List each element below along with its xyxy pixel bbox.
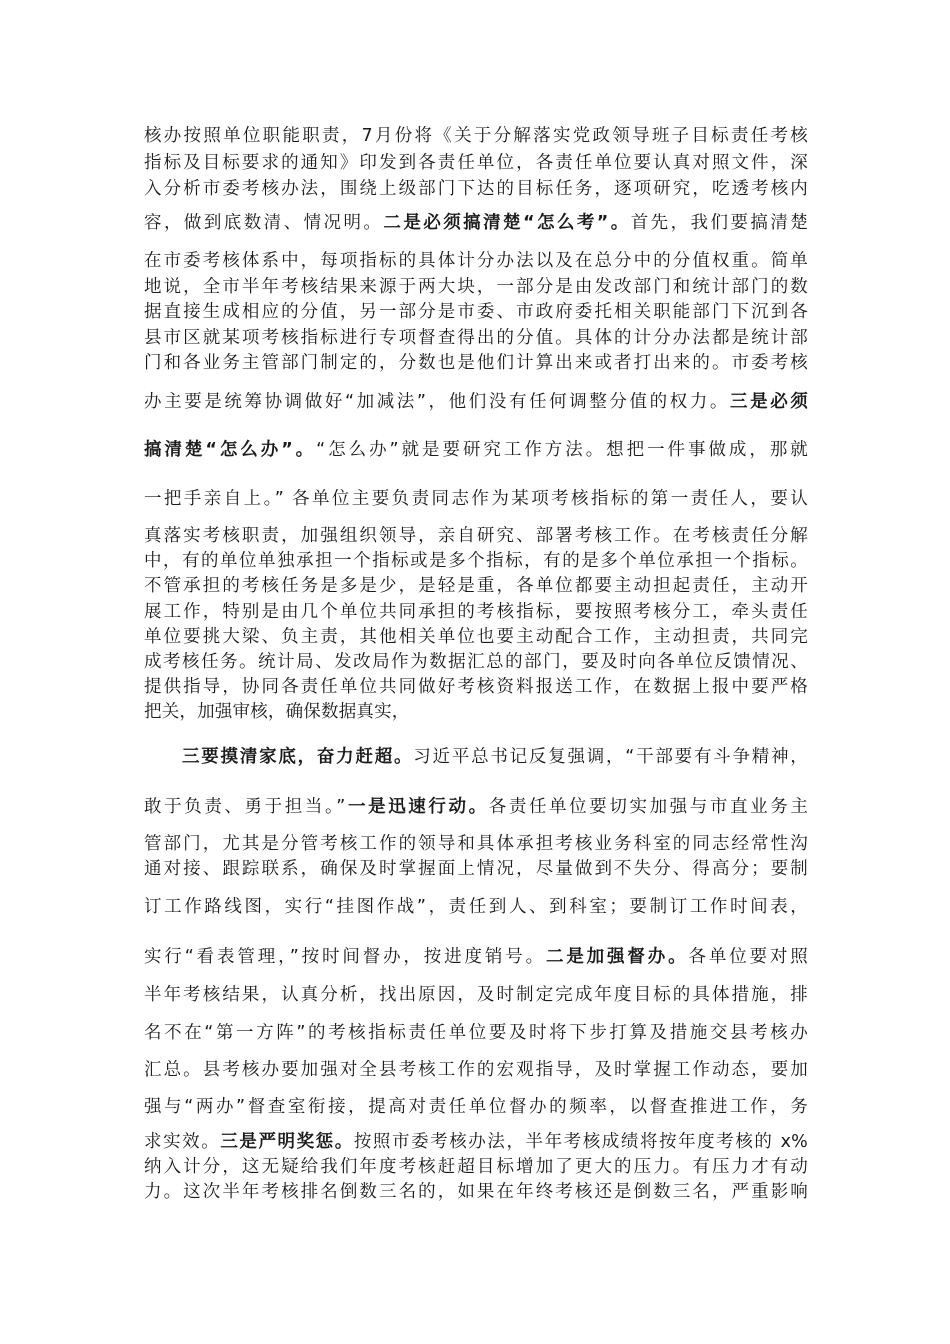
- bold-text-run: 三是严明奖惩。: [220, 1132, 354, 1152]
- text-run: 单位要挑大梁、负主责，其他相关单位也要主动配合工作，主动担责，共同完: [144, 627, 808, 647]
- text-run: 各单位要对照: [688, 947, 808, 967]
- text-line: [144, 524, 808, 548]
- text-run: 地说，全市半年考核结果来源于两大块，一部分是由发改部门和统计部门的数: [144, 277, 808, 297]
- text-run: 展工作，特别是由几个单位共同承担的考核指标，要按照考核分工，牵头责任: [144, 602, 808, 622]
- text-run: 名不在“第一方阵”的考核指标责任单位要及时将下步打算及措施交县考核办: [144, 1023, 808, 1043]
- text-run: 门和各业务主管部门制定的，分数也是他们计算出来或者打出来的。市委考核: [144, 353, 808, 373]
- text-run: 不管承担的考核任务是多是少，是轻是重，各单位都要主动担起责任，主动开: [144, 576, 808, 596]
- bold-text-run: 一是迅速行动。: [345, 797, 489, 817]
- text-line: [144, 549, 808, 573]
- text-line: [144, 983, 808, 1007]
- text-run: 据直接生成相应的分值，另一部分是市委、市政府委托相关职能部门下沉到各: [144, 302, 808, 322]
- text-line: [144, 275, 808, 299]
- text-run: 把关，加强审核，确保数据真实，: [144, 702, 410, 722]
- text-run: 力。这次半年考核排名倒数三名的，如果在年终考核还是倒数三名，严重影响: [144, 1182, 808, 1202]
- text-line: [144, 487, 808, 511]
- text-run: “怎么办”就是要研究工作方法。想把一件事做成，那就: [316, 440, 808, 460]
- bold-text-run: 搞清楚“怎么办”。: [144, 440, 317, 460]
- text-line: [144, 1130, 808, 1154]
- text-line: [144, 945, 808, 969]
- text-line: [144, 1058, 808, 1082]
- bold-text-run: 三要摸清家底，奋力赶超。: [182, 747, 414, 767]
- text-run: 提供指导，协同各责任单位共同做好考核资料报送工作，在数据上报中要严格: [144, 677, 808, 697]
- text-line: [144, 1155, 808, 1179]
- text-line: [144, 574, 808, 598]
- text-run: 各责任单位要切实加强与市直业务主: [488, 797, 808, 817]
- text-run: 核办按照单位职能职责，7月份将《关于分解落实党政领导班子目标责任考核: [144, 126, 808, 146]
- text-line: [144, 600, 808, 624]
- text-run: 一把手亲自上。” 各单位主要负责同志作为某项考核指标的第一责任人，要认: [144, 489, 808, 509]
- text-line: [144, 249, 808, 273]
- bold-text-run: 二是加强督办。: [545, 947, 689, 967]
- text-line: [144, 177, 808, 201]
- text-run: 按照市委考核办法，半年考核成绩将按年度考核的 x%: [353, 1132, 808, 1152]
- text-line: [144, 1180, 808, 1204]
- text-run: 入分析市委考核办法，围绕上级部门下达的目标任务，逐项研究，吃透考核内: [144, 179, 808, 199]
- text-run: 汇总。县考核办要加强对全县考核工作的宏观指导，及时掌握工作动态，要加: [144, 1060, 808, 1080]
- text-line: [182, 745, 808, 769]
- text-line: [144, 124, 808, 148]
- text-run: 指标及目标要求的通知》印发到各责任单位，各责任单位要认真对照文件，深: [144, 153, 808, 173]
- text-line: [144, 1021, 808, 1045]
- bold-text-run: 二是必须搞清楚“怎么考”。: [383, 213, 631, 233]
- text-line: [144, 438, 808, 462]
- text-line: [144, 326, 808, 350]
- text-run: 订工作路线图，实行“挂图作战”，责任到人、到科室；要制订工作时间表，: [144, 897, 808, 917]
- text-line: [144, 675, 808, 699]
- text-line: [144, 300, 808, 324]
- text-line: [144, 211, 808, 235]
- text-line: [144, 895, 808, 919]
- text-line: [144, 351, 808, 375]
- text-run: 纳入计分，这无疑给我们年度考核赶超目标增加了更大的压力。有压力才有动: [144, 1157, 808, 1177]
- text-line: [144, 795, 808, 819]
- text-run: 习近平总书记反复强调，“干部要有斗争精神，: [413, 747, 808, 767]
- text-line: [144, 390, 808, 414]
- text-run: 办主要是统筹协调做好“加减法”，他们没有任何调整分值的权力。: [144, 392, 730, 412]
- text-line: [144, 625, 808, 649]
- text-run: 在市委考核体系中，每项指标的具体计分办法以及在总分中的分值权重。简单: [144, 251, 808, 271]
- text-run: 真落实考核职责，加强组织领导，亲自研究、部署考核工作。在考核责任分解: [144, 526, 808, 546]
- text-run: 成考核任务。统计局、发改局作为数据汇总的部门，要及时向各单位反馈情况、: [144, 652, 808, 672]
- text-run: 敢于负责、勇于担当。”: [144, 797, 346, 817]
- bold-text-run: 三是必须: [730, 392, 808, 412]
- text-run: 中，有的单位单独承担一个指标或是多个指标，有的是多个单位承担一个指标。: [144, 551, 808, 571]
- text-run: 首先，我们要搞清楚: [630, 213, 808, 233]
- text-run: 求实效。: [144, 1132, 221, 1152]
- text-run: 通对接、跟踪联系，确保及时掌握面上情况，尽量做到不失分、得高分；要制: [144, 859, 808, 879]
- text-run: 实行“看表管理，”按时间督办，按进度销号。: [144, 947, 546, 967]
- text-line: [144, 151, 808, 175]
- text-run: 半年考核结果，认真分析，找出原因，及时制定完成年度目标的具体措施，排: [144, 985, 808, 1005]
- text-run: 管部门，尤其是分管考核工作的领导和具体承担考核业务科室的同志经常性沟: [144, 834, 808, 854]
- text-line: [144, 650, 808, 674]
- text-run: 容，做到底数清、情况明。: [144, 213, 384, 233]
- text-run: 县市区就某项考核指标进行专项督查得出的分值。具体的计分办法都是统计部: [144, 328, 808, 348]
- text-line: [144, 832, 808, 856]
- text-line: [144, 1095, 808, 1119]
- text-run: 强与“两办”督查室衔接，提高对责任单位督办的频率，以督查推进工作，务: [144, 1097, 808, 1117]
- text-line: [144, 857, 808, 881]
- text-line: [144, 700, 808, 724]
